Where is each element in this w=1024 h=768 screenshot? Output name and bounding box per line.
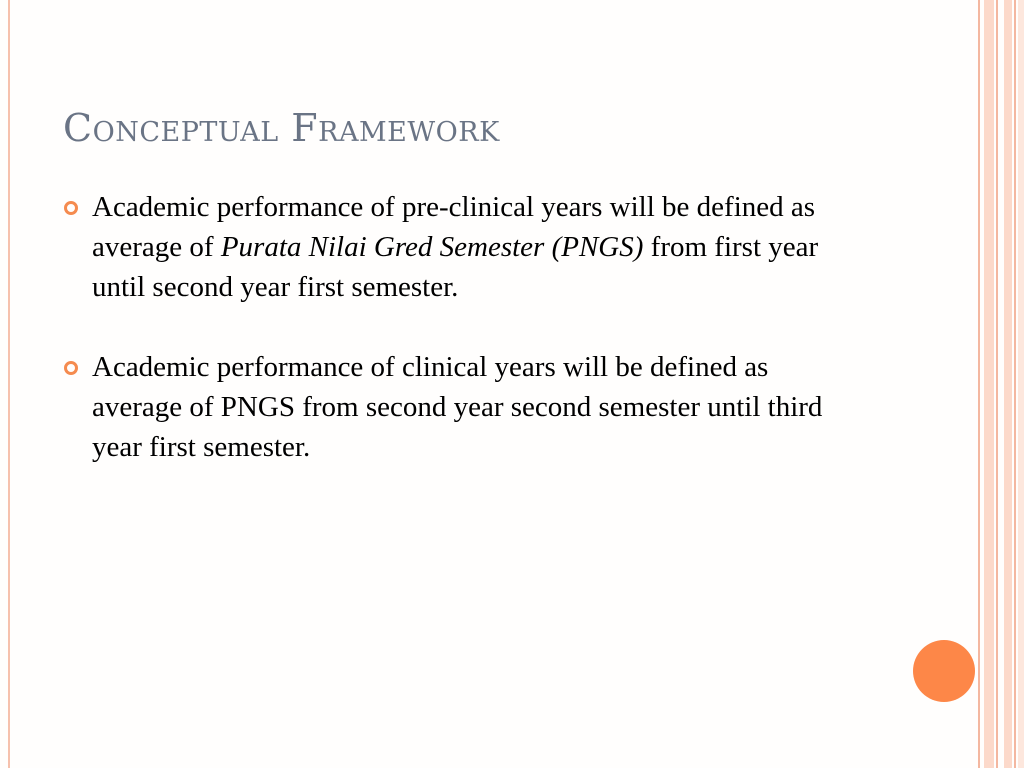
bullet-text: Academic performance of pre-clinical years will be defined as average of xyxy=(92,191,816,263)
bullet-text: from first year until second year first semester. xyxy=(92,231,819,303)
bullet-list xyxy=(64,187,854,467)
bullet-item-clinical xyxy=(64,347,854,467)
left-border-line xyxy=(8,0,10,768)
bullet-italic-term: Purata Nilai Gred Semester (PNGS) xyxy=(220,231,644,263)
decorative-stripe xyxy=(978,0,980,768)
bullet-text: Academic performance of clinical years will be defined as average of PNGS from second year second semester until third year first semester. xyxy=(92,351,823,463)
circle-bullet-icon xyxy=(64,201,78,215)
slide-title: Conceptual Framework xyxy=(63,106,500,150)
decorative-stripe xyxy=(1018,0,1024,768)
circle-bullet-icon xyxy=(64,361,78,375)
bullet-item-preclinical xyxy=(64,187,854,307)
decorative-stripe xyxy=(1004,0,1012,768)
decorative-stripe xyxy=(1014,0,1016,768)
decorative-stripe xyxy=(996,0,998,768)
decorative-stripe xyxy=(984,0,994,768)
orange-circle-decoration xyxy=(913,640,975,702)
